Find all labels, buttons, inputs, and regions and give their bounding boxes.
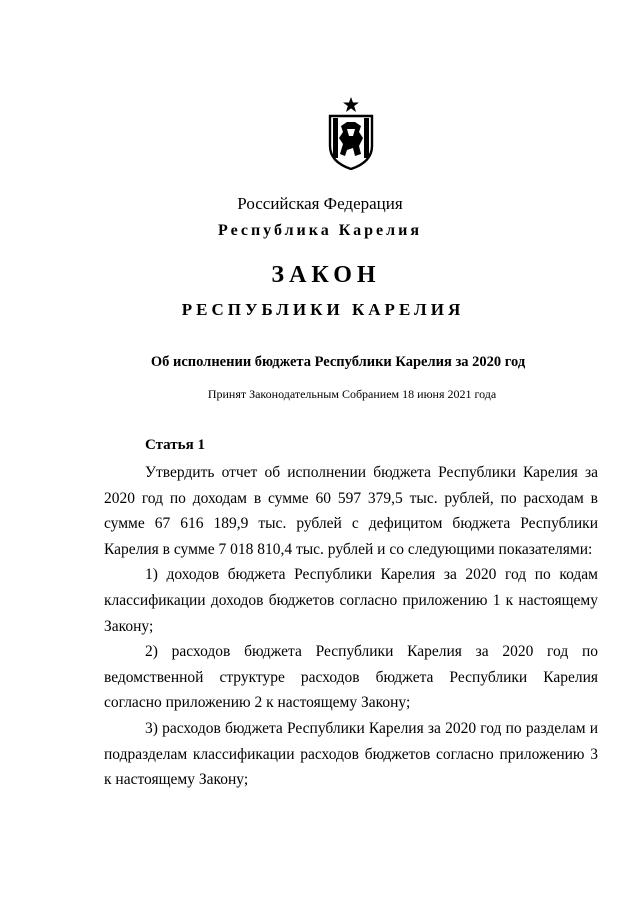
paragraph-item-1: 1) доходов бюджета Республики Карелия за 2020 год по кодам классификации доходов бюджетов согласно приложению 1 к настоящему Закону; xyxy=(104,566,598,635)
paragraph-intro: Утвердить отчет об исполнении бюджета Республики Карелия за 2020 год по доходам в сумме 60 597 379,5 тыс. рублей, по расходам в сумме 67 616 189,9 тыс. рублей с дефицитом бюджета Республики Карелия в сумме 7 018 810,4 тыс. рублей и со следующими показателями: xyxy=(104,464,598,558)
document-title: Об исполнении бюджета Республики Карелия за 2020 год xyxy=(150,354,526,370)
law-title: ЗАКОН xyxy=(271,262,381,288)
coat-of-arms-icon xyxy=(325,96,377,170)
paragraph-item-2: 2) расходов бюджета Республики Карелия за 2020 год по ведомственной структуре расходов бюджета Республики Карелия согласно приложению 2 к настоящему Закону; xyxy=(104,643,598,712)
federation-label: Российская Федерация xyxy=(237,194,403,213)
paragraph-item-3: 3) расходов бюджета Республики Карелия за 2020 год по разделам и подразделам классификации расходов бюджетов согласно приложению 3 к настоящему Закону; xyxy=(104,719,598,789)
adoption-note: Принят Законодательным Собранием 18 июня 2021 года xyxy=(207,387,497,401)
republic-label: Республика Карелия xyxy=(218,222,422,239)
article-body xyxy=(104,460,598,793)
article-heading: Статья 1 xyxy=(145,437,205,453)
law-subtitle: РЕСПУБЛИКИ КАРЕЛИЯ xyxy=(181,300,465,319)
